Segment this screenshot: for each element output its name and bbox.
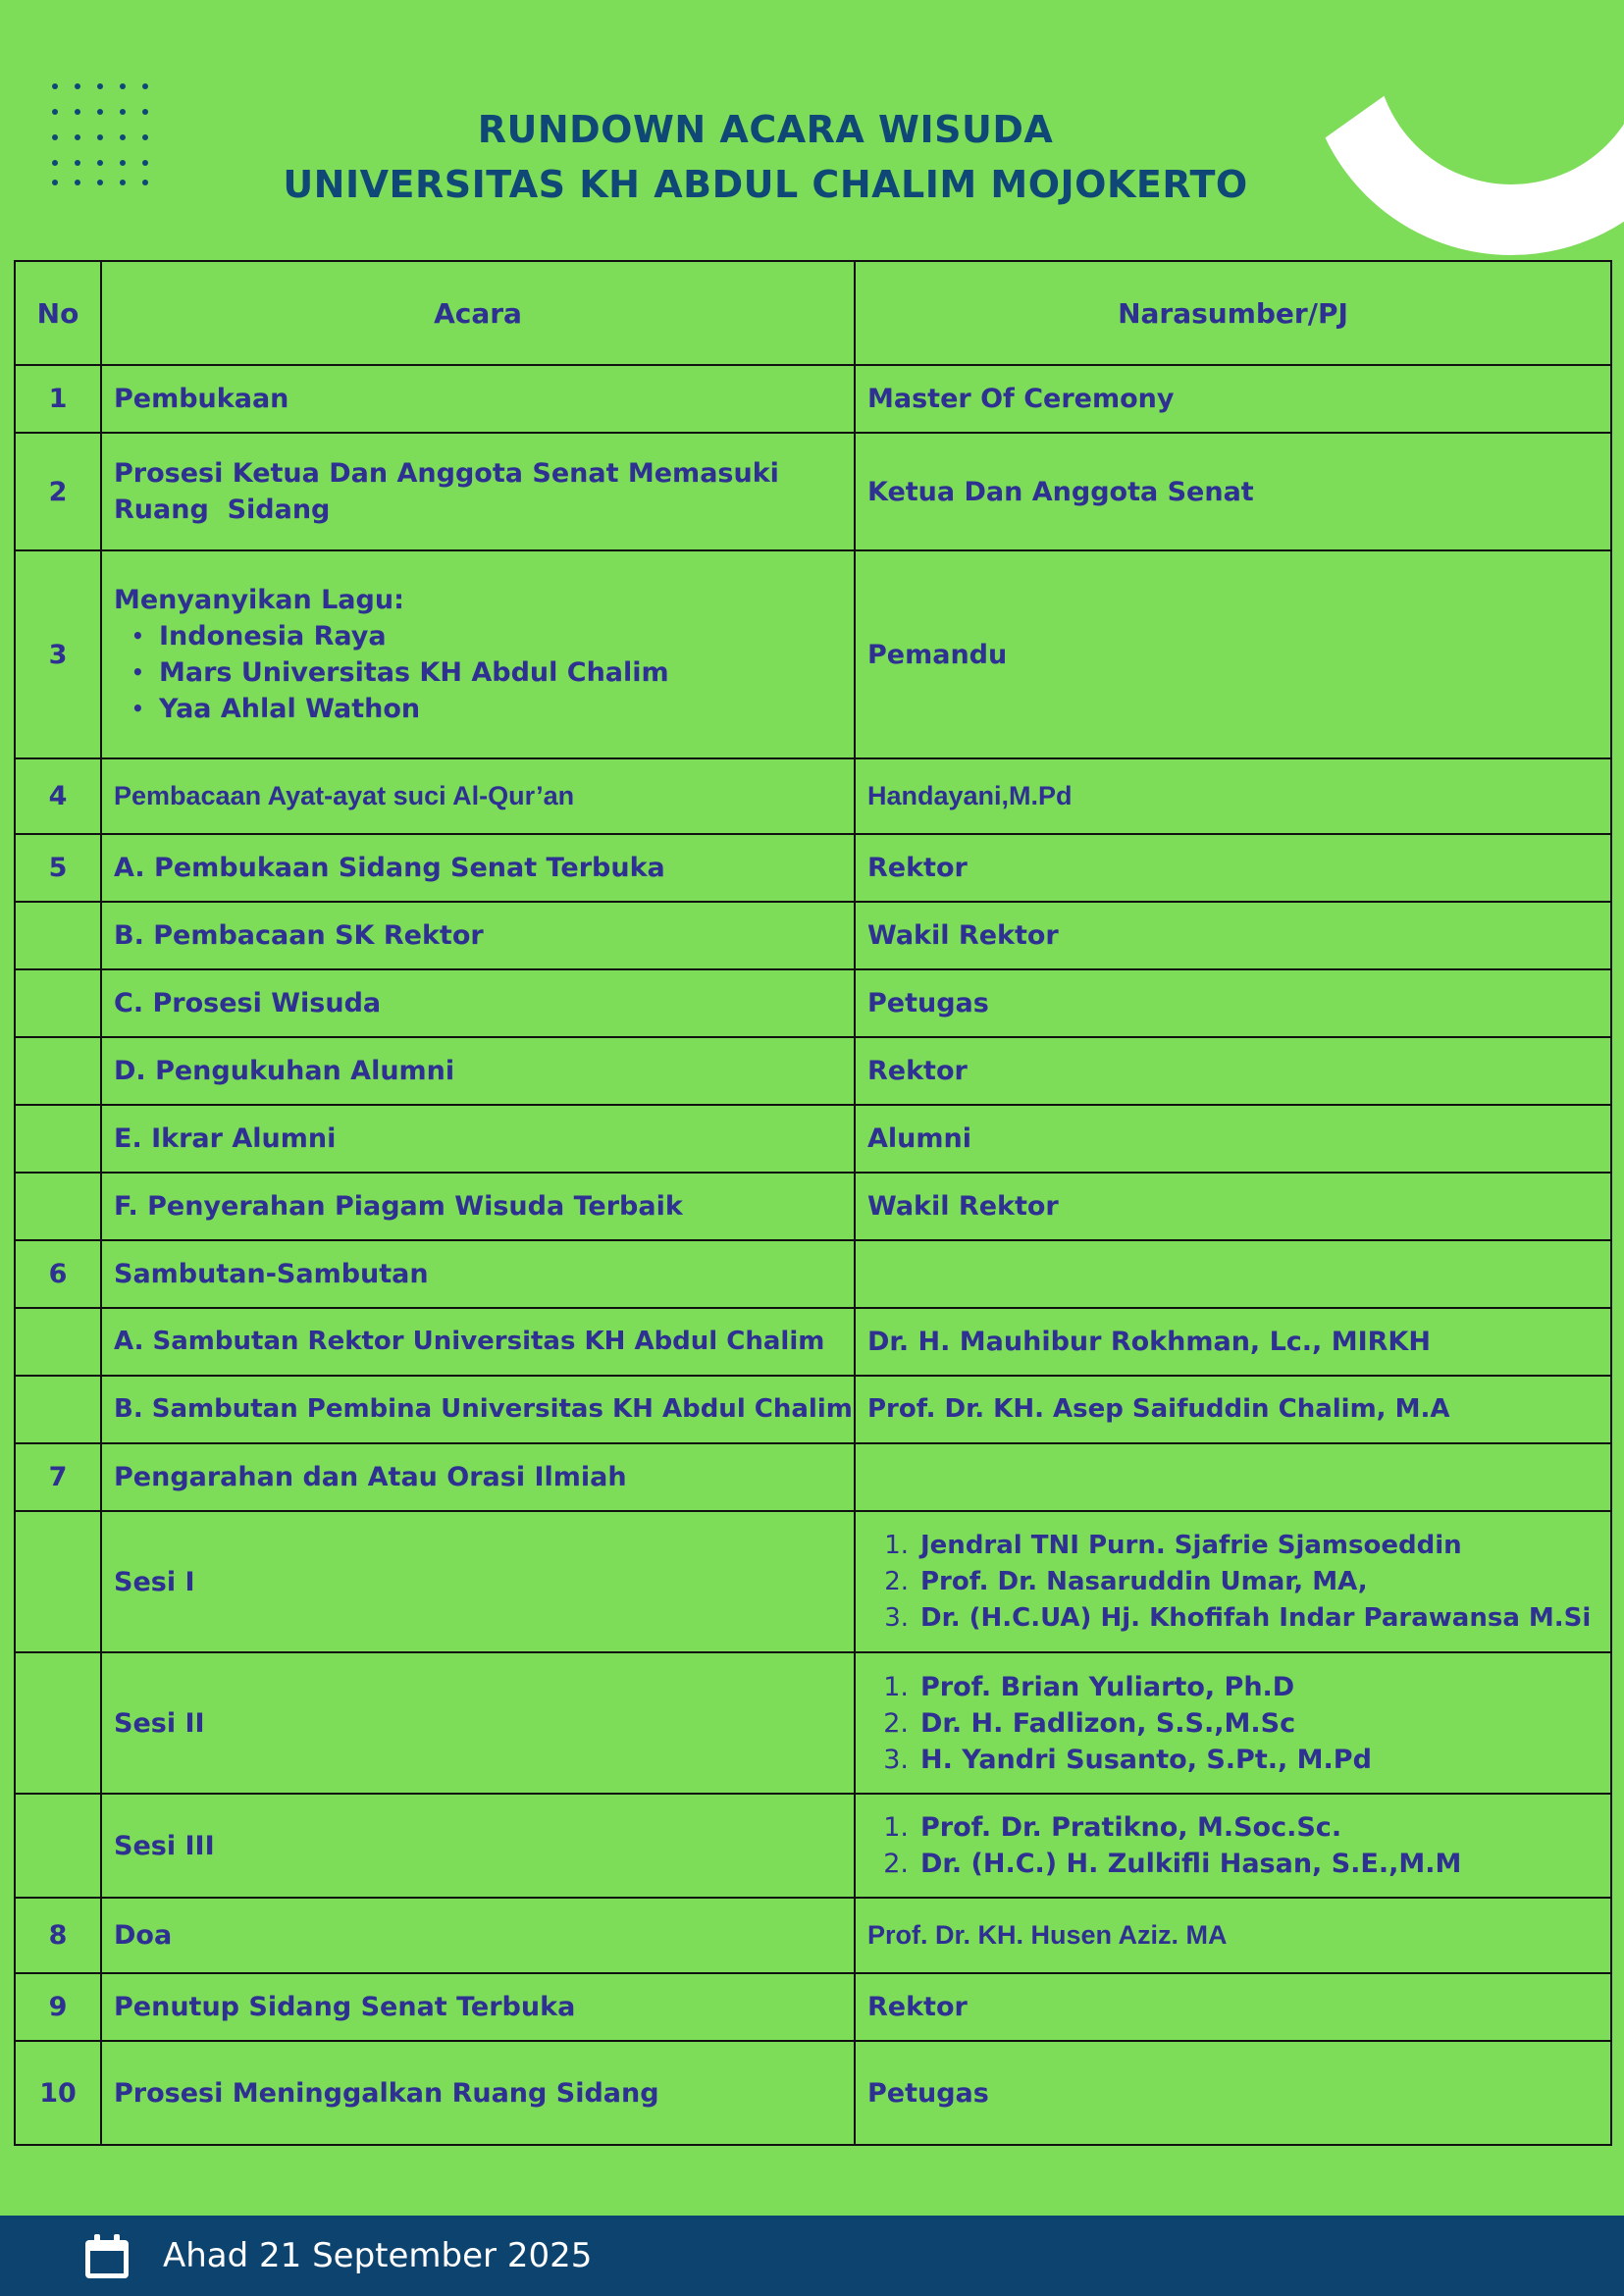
row-narasumber: Petugas — [855, 969, 1611, 1037]
list-item: • Yaa Ahlal Wathon — [131, 691, 842, 727]
row-number — [15, 1308, 101, 1376]
row-acara: Sesi I — [101, 1511, 855, 1652]
title-line-1: RUNDOWN ACARA WISUDA — [477, 108, 1054, 151]
row-narasumber: Petugas — [855, 2041, 1611, 2145]
footer-bar — [0, 2216, 1624, 2296]
row-number — [15, 1037, 101, 1105]
row-acara: Penutup Sidang Senat Terbuka — [101, 1973, 855, 2041]
row-acara: Sambutan-Sambutan — [101, 1240, 855, 1308]
table-row — [15, 433, 1611, 550]
row-number: 10 — [15, 2041, 101, 2145]
row-number: 9 — [15, 1973, 101, 2041]
list-item: 3. H. Yandri Susanto, S.Pt., M.Pd — [883, 1744, 1372, 1775]
table-row — [15, 1443, 1611, 1511]
song-list — [114, 618, 842, 727]
table-row — [15, 834, 1611, 902]
row-number — [15, 902, 101, 969]
list-item: 1. Prof. Brian Yuliarto, Ph.D — [883, 1671, 1295, 1702]
row-narasumber: Alumni — [855, 1105, 1611, 1173]
table-row — [15, 1376, 1611, 1443]
list-item: • Mars Universitas KH Abdul Chalim — [131, 654, 842, 691]
table-row — [15, 1652, 1611, 1794]
row-acara: Prosesi Meninggalkan Ruang Sidang — [101, 2041, 855, 2145]
event-date: Ahad 21 September 2025 — [163, 2236, 593, 2275]
row-speakers — [855, 1511, 1611, 1652]
row-narasumber: Rektor — [855, 1037, 1611, 1105]
list-item: 3. Dr. (H.C.UA) Hj. Khofifah Indar Parawansa M.Si — [884, 1602, 1592, 1633]
row-acara — [101, 550, 855, 758]
speaker-list — [867, 1809, 1598, 1882]
page-title — [177, 102, 1354, 212]
row-number: 3 — [15, 550, 101, 758]
table-row — [15, 1105, 1611, 1173]
row-number — [15, 1173, 101, 1240]
row-number: 2 — [15, 433, 101, 550]
row-acara: D. Pengukuhan Alumni — [101, 1037, 855, 1105]
row-acara: Sesi II — [101, 1652, 855, 1794]
row-narasumber: Rektor — [855, 834, 1611, 902]
row-speakers — [855, 1794, 1611, 1898]
table-row — [15, 758, 1611, 834]
row-narasumber: Pemandu — [855, 550, 1611, 758]
row-acara-line-1: Prosesi Ketua Dan Anggota Senat Memasuki — [114, 458, 779, 489]
row-acara: Doa — [101, 1898, 855, 1973]
row-narasumber — [855, 1240, 1611, 1308]
row-number: 6 — [15, 1240, 101, 1308]
row-acara-line-2: Ruang Sidang — [114, 495, 331, 525]
list-item: 1. Prof. Dr. Pratikno, M.Soc.Sc. — [883, 1812, 1342, 1843]
table-row — [15, 1173, 1611, 1240]
row-acara: C. Prosesi Wisuda — [101, 969, 855, 1037]
table-row — [15, 1308, 1611, 1376]
speaker-list — [867, 1669, 1598, 1778]
row-acara: E. Ikrar Alumni — [101, 1105, 855, 1173]
row-acara-heading: Menyanyikan Lagu: — [114, 585, 404, 615]
column-header-acara: Acara — [101, 261, 855, 365]
speaker-list — [867, 1528, 1598, 1637]
title-line-2: UNIVERSITAS KH ABDUL CHALIM MOJOKERTO — [283, 163, 1248, 206]
table-row — [15, 2041, 1611, 2145]
table-row — [15, 1037, 1611, 1105]
row-number — [15, 1652, 101, 1794]
row-number: 8 — [15, 1898, 101, 1973]
row-number — [15, 1105, 101, 1173]
dot-pattern-decoration — [47, 80, 165, 188]
row-speakers — [855, 1652, 1611, 1794]
rundown-table — [14, 260, 1612, 2146]
row-acara — [101, 433, 855, 550]
row-number — [15, 1794, 101, 1898]
row-narasumber: Prof. Dr. KH. Asep Saifuddin Chalim, M.A — [855, 1376, 1611, 1443]
row-narasumber — [855, 1443, 1611, 1511]
row-narasumber: Dr. H. Mauhibur Rokhman, Lc., MIRKH — [855, 1308, 1611, 1376]
calendar-icon — [82, 2233, 131, 2280]
row-narasumber: Rektor — [855, 1973, 1611, 2041]
table-header-row — [15, 261, 1611, 365]
table-row — [15, 1973, 1611, 2041]
row-narasumber: Master Of Ceremony — [855, 365, 1611, 433]
row-number — [15, 1511, 101, 1652]
table-row — [15, 1898, 1611, 1973]
column-header-narasumber: Narasumber/PJ — [855, 261, 1611, 365]
list-item: 1. Jendral TNI Purn. Sjafrie Sjamsoeddin — [884, 1530, 1462, 1560]
table-row — [15, 902, 1611, 969]
table-row — [15, 1240, 1611, 1308]
row-narasumber: Wakil Rektor — [855, 1173, 1611, 1240]
column-header-no: No — [15, 261, 101, 365]
row-number — [15, 969, 101, 1037]
list-item: • Indonesia Raya — [131, 618, 842, 654]
row-acara: Pembacaan Ayat-ayat suci Al-Qur’an — [101, 758, 855, 834]
row-number: 5 — [15, 834, 101, 902]
table-row — [15, 365, 1611, 433]
row-acara: Pembukaan — [101, 365, 855, 433]
row-acara: Pengarahan dan Atau Orasi Ilmiah — [101, 1443, 855, 1511]
row-narasumber: Ketua Dan Anggota Senat — [855, 433, 1611, 550]
row-narasumber: Prof. Dr. KH. Husen Aziz. MA — [855, 1898, 1611, 1973]
row-acara: F. Penyerahan Piagam Wisuda Terbaik — [101, 1173, 855, 1240]
row-acara: Sesi III — [101, 1794, 855, 1898]
row-acara: A. Sambutan Rektor Universitas KH Abdul Chalim — [101, 1308, 855, 1376]
row-acara: A. Pembukaan Sidang Senat Terbuka — [101, 834, 855, 902]
list-item: 2. Prof. Dr. Nasaruddin Umar, MA, — [884, 1566, 1368, 1596]
row-acara: B. Pembacaan SK Rektor — [101, 902, 855, 969]
row-number: 4 — [15, 758, 101, 834]
table-row — [15, 1794, 1611, 1898]
row-number — [15, 1376, 101, 1443]
table-row — [15, 1511, 1611, 1652]
list-item: 2. Dr. H. Fadlizon, S.S.,M.Sc — [883, 1707, 1296, 1739]
row-acara: B. Sambutan Pembina Universitas KH Abdul Chalim — [101, 1376, 855, 1443]
row-number: 7 — [15, 1443, 101, 1511]
row-number: 1 — [15, 365, 101, 433]
list-item: 2. Dr. (H.C.) H. Zulkifli Hasan, S.E.,M.M — [883, 1849, 1462, 1879]
table-row — [15, 550, 1611, 758]
row-narasumber: Wakil Rektor — [855, 902, 1611, 969]
table-row — [15, 969, 1611, 1037]
row-narasumber: Handayani,M.Pd — [855, 758, 1611, 834]
